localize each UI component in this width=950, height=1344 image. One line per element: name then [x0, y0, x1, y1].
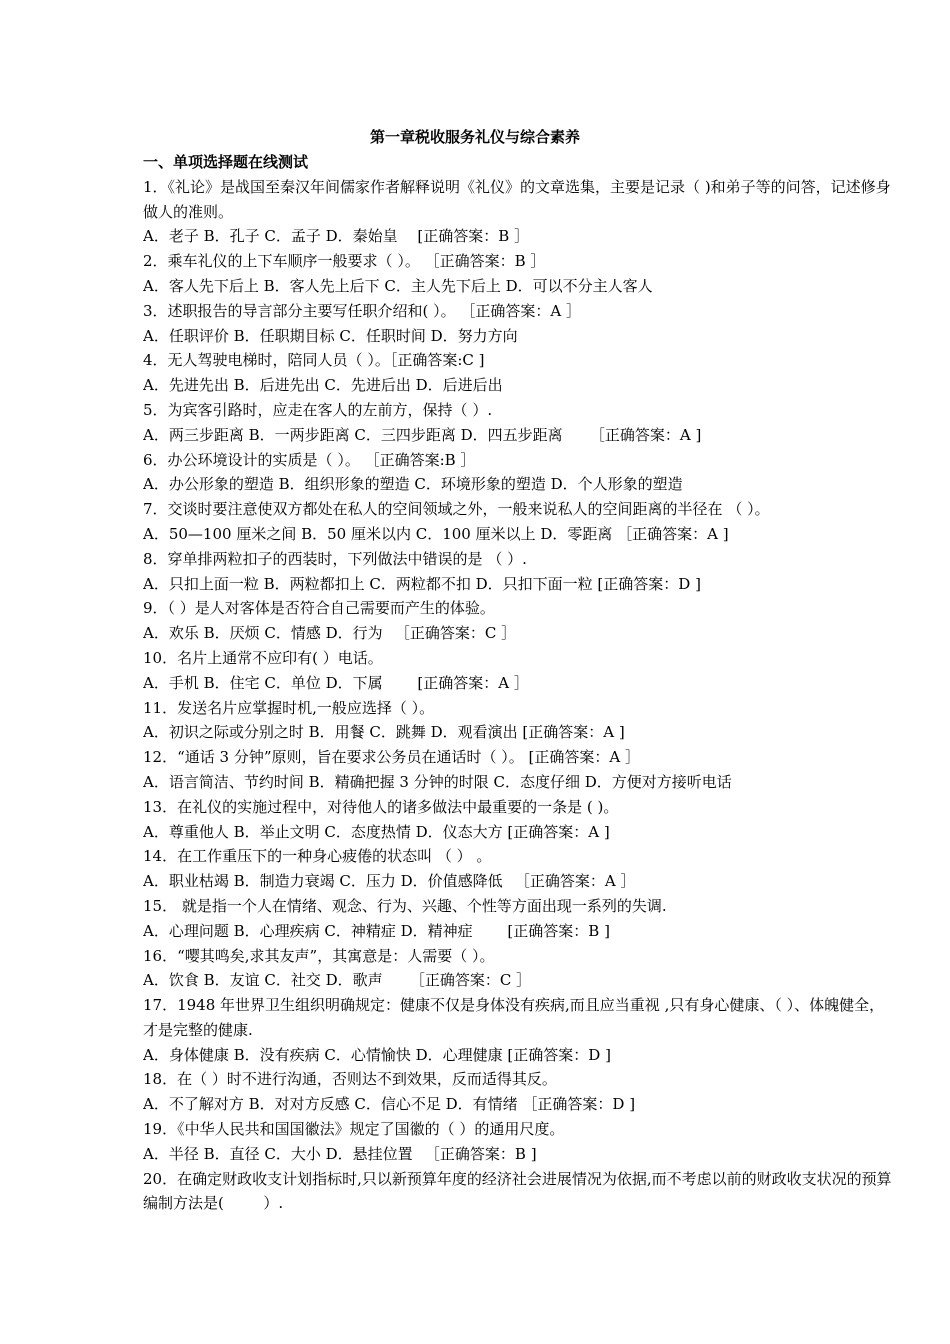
- question-text: 5．为宾客引路时，应走在客人的左前方，保持（ ）.: [143, 400, 493, 419]
- options-line: A．只扣上面一粒 B．两粒都扣上 C．两粒都不扣 D．只扣下面一粒 [正确答案：D ]: [143, 574, 701, 593]
- options-line: A．尊重他人 B．举止文明 C．态度热情 D．仪态大方 [正确答案：A ]: [143, 822, 610, 841]
- options-line: A．两三步距离 B．一两步距离 C．三四步距离 D．四五步距离 ［正确答案：A ]: [143, 425, 702, 444]
- page-title: 第一章税收服务礼仪与综合素养: [369, 128, 580, 146]
- options-line: A．手机 B．住宅 C．单位 D．下属 [正确答案：A ］: [143, 673, 529, 692]
- question-text: 2．乘车礼仪的上下车顺序一般要求（ ）。 ［正确答案：B ］: [143, 252, 546, 271]
- options-line: A．职业枯竭 B．制造力衰竭 C．压力 D．价值感降低 ［正确答案：A ］: [143, 872, 636, 891]
- question-text: 20．在确定财政收支计划指标时,只以新预算年度的经济社会进展情况为依据,而不考虑以前的财政收支状况的预算编制方法是( ）.: [143, 1169, 892, 1213]
- question-text: 7．交谈时要注意使双方都处在私人的空间领域之外，一般来说私人的空间距离的半径在 （ ）。: [143, 500, 770, 519]
- options-line: A．任职评价 B．任职期目标 C．任职时间 D．努力方向: [143, 326, 518, 345]
- options-line: A．先进先出 B．后进先出 C．先进后出 D．后进后出: [143, 376, 503, 395]
- document-body: [143, 150, 898, 1216]
- options-line: A．欢乐 B．厌烦 C．情感 D．行为 ［正确答案：C ］: [143, 624, 517, 643]
- options-line: A．心理问题 B．心理疾病 C．神精症 D．精神症 [正确答案：B ]: [143, 921, 610, 940]
- section-heading: 一、单项选择题在线测试: [143, 153, 309, 171]
- question-text: 18．在（ ）时不进行沟通，否则达不到效果，反而适得其反。: [143, 1070, 557, 1089]
- question-text: 8．穿单排两粒扣子的西装时，下列做法中错误的是 （ ）.: [143, 549, 527, 568]
- question-text: 16．“嘤其鸣矣,求其友声”，其寓意是：人需要（ ）。: [143, 946, 495, 965]
- question-text: 9．（ ）是人对客体是否符合自己需要而产生的体验。: [143, 599, 495, 618]
- question-text: 11．发送名片应掌握时机,一般应选择（ ）。: [143, 698, 435, 717]
- options-line: A．身体健康 B．没有疾病 C．心情愉快 D．心理健康 [正确答案：D ]: [143, 1045, 611, 1064]
- question-text: 13．在礼仪的实施过程中，对待他人的诸多做法中最重要的一条是 ( )。: [143, 797, 619, 816]
- options-line: A．饮食 B．友谊 C．社交 D．歌声 ［正确答案：C ］: [143, 971, 532, 990]
- options-line: A．50—100 厘米之间 B．50 厘米以内 C．100 厘米以上 D．零距离 ［正确答案：A ]: [143, 524, 729, 543]
- question-text: 4．无人驾驶电梯时，陪同人员（ ）。［正确答案:C ]: [143, 351, 485, 370]
- question-text: 12．“通话 3 分钟”原则，旨在要求公务员在通话时（ ）。 [正确答案：A ］: [143, 748, 640, 767]
- question-text: 15． 就是指一个人在情绪、观念、行为、兴趣、个性等方面出现一系列的失调.: [143, 896, 667, 915]
- options-line: A．半径 B．直径 C．大小 D．悬挂位置 ［正确答案：B ]: [143, 1144, 537, 1163]
- options-line: A．办公形象的塑造 B．组织形象的塑造 C．环境形象的塑造 D．个人形象的塑造: [143, 475, 683, 494]
- question-text: 10．名片上通常不应印有( ）电话。: [143, 648, 383, 667]
- options-line: A．不了解对方 B．对对方反感 C．信心不足 D．有情绪 ［正确答案：D ]: [143, 1095, 636, 1114]
- options-line: A．老子 B．孔子 C．孟子 D．秦始皇 [正确答案：B ］: [143, 227, 530, 246]
- question-text: 6．办公环境设计的实质是（ ）。 ［正确答案:B ］: [143, 450, 476, 469]
- question-text: 3．述职报告的导言部分主要写任职介绍和( ）。 ［正确答案：A ］: [143, 301, 582, 320]
- options-line: A．初识之际或分别之时 B．用餐 C．跳舞 D．观看演出 [正确答案：A ]: [143, 723, 625, 742]
- question-text: 19．《中华人民共和国国徽法》规定了国徽的（ ）的通用尺度。: [143, 1120, 565, 1139]
- options-line: A．语言简洁、节约时间 B．精确把握 3 分钟的时限 C．态度仔细 D．方便对方接听电话: [143, 772, 732, 791]
- question-text: 14．在工作重压下的一种身心疲倦的状态叫 （ ） 。: [143, 847, 492, 866]
- options-line: A．客人先下后上 B．客人先上后下 C．主人先下后上 D．可以不分主人客人: [143, 276, 653, 295]
- question-text: 17．1948 年世界卫生组织明确规定：健康不仅是身体没有疾病,而且应当重视 ,只有身心健康、（ ）、体魄健全，才是完整的健康.: [143, 996, 885, 1039]
- question-text: 1．《礼论》是战国至秦汉年间儒家作者解释说明《礼仪》的文章选集，主要是记录（ )和弟子等的问答，记述修身做人的准则。: [143, 177, 891, 221]
